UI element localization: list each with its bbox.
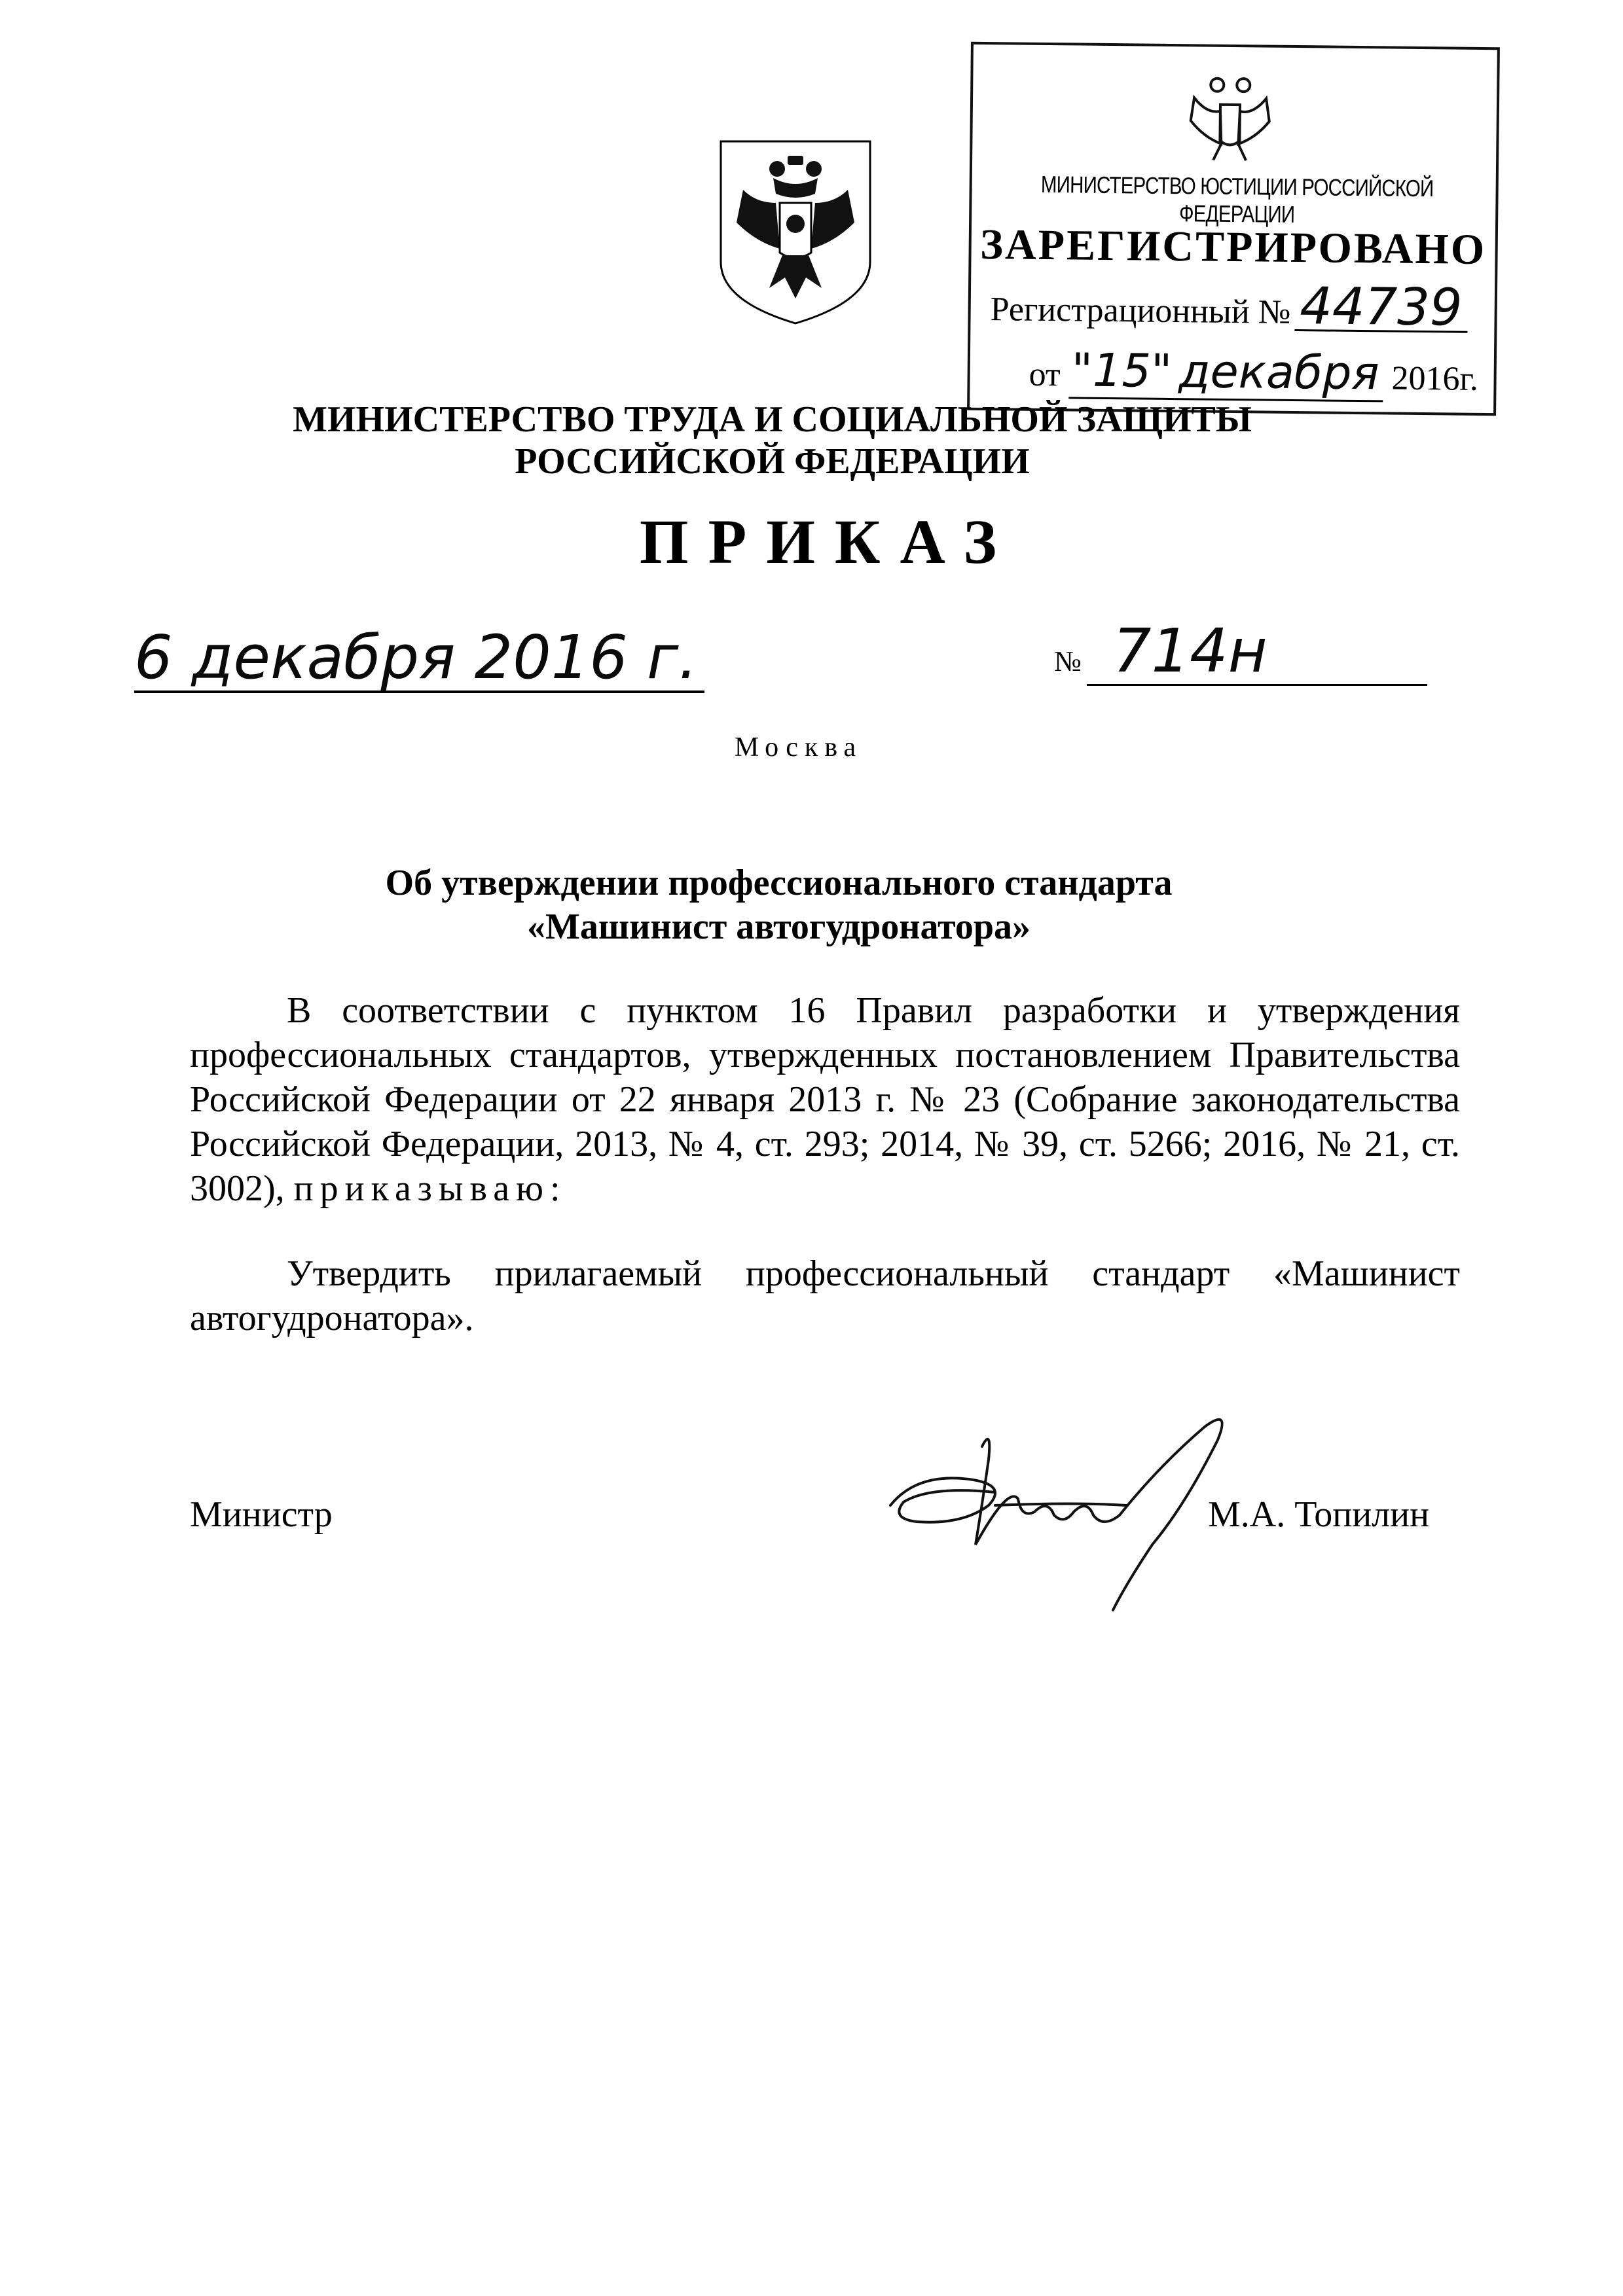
stamp-ministry-label: МИНИСТЕРСТВО ЮСТИЦИИ РОССИЙСКОЙ ФЕДЕРАЦИИ	[1040, 170, 1434, 228]
ministry-title-line2: РОССИЙСКОЙ ФЕДЕРАЦИИ	[515, 441, 1030, 482]
stamp-reg-number: 44739	[1294, 283, 1468, 333]
subject-line2: «Машинист автогудронатора»	[526, 906, 1030, 947]
stamp-eagle-icon	[1180, 65, 1280, 164]
stamp-date-year: 2016г.	[1391, 359, 1479, 398]
signer-position: Министр	[190, 1494, 333, 1535]
subject-line1: Об утверждении профессионального стандарта	[385, 863, 1173, 903]
signer-name: М.А. Топилин	[1208, 1494, 1430, 1535]
registration-stamp	[967, 42, 1500, 416]
stamp-reg-label: Регистрационный №	[990, 291, 1291, 331]
order-number: 714н	[1087, 619, 1427, 686]
stamp-date-day: "15"	[1068, 343, 1175, 400]
order-number-label: №	[1054, 645, 1082, 677]
stamp-date-month: декабря	[1175, 344, 1383, 402]
stamp-registered-label: ЗАРЕГИСТРИРОВАНО	[979, 220, 1487, 274]
city: Москва	[734, 732, 863, 762]
stamp-date-prefix: от	[1029, 355, 1061, 394]
order-action-word: приказываю:	[293, 1168, 567, 1209]
stamp-registration-row	[990, 277, 1468, 338]
body-paragraph-1-text: В соответствии с пунктом 16 Правил разработки и утверждения профессиональных стандартов, утвержденных постановлением Правительства Российской Федерации от 22 января 2013 г. № 23 (Собрание законодательства Российской Федерации, 2013, № 4, ст. 293; 2014, № 39, ст. 5266; 2016, № 21, ст. 3002),	[190, 990, 1460, 1209]
coat-of-arms-icon	[717, 137, 874, 327]
order-date: 6 декабря 2016 г.	[134, 625, 704, 693]
body-paragraph-2: Утвердить прилагаемый профессиональный стандарт «Машинист автогудронатора».	[190, 1253, 1460, 1338]
order-title: ПРИКАЗ	[639, 507, 1017, 577]
stamp-date-row	[1029, 343, 1478, 403]
body-paragraph-1	[190, 988, 1460, 1211]
ministry-title-line1: МИНИСТЕРСТВО ТРУДА И СОЦИАЛЬНОЙ ЗАЩИТЫ	[293, 399, 1252, 440]
